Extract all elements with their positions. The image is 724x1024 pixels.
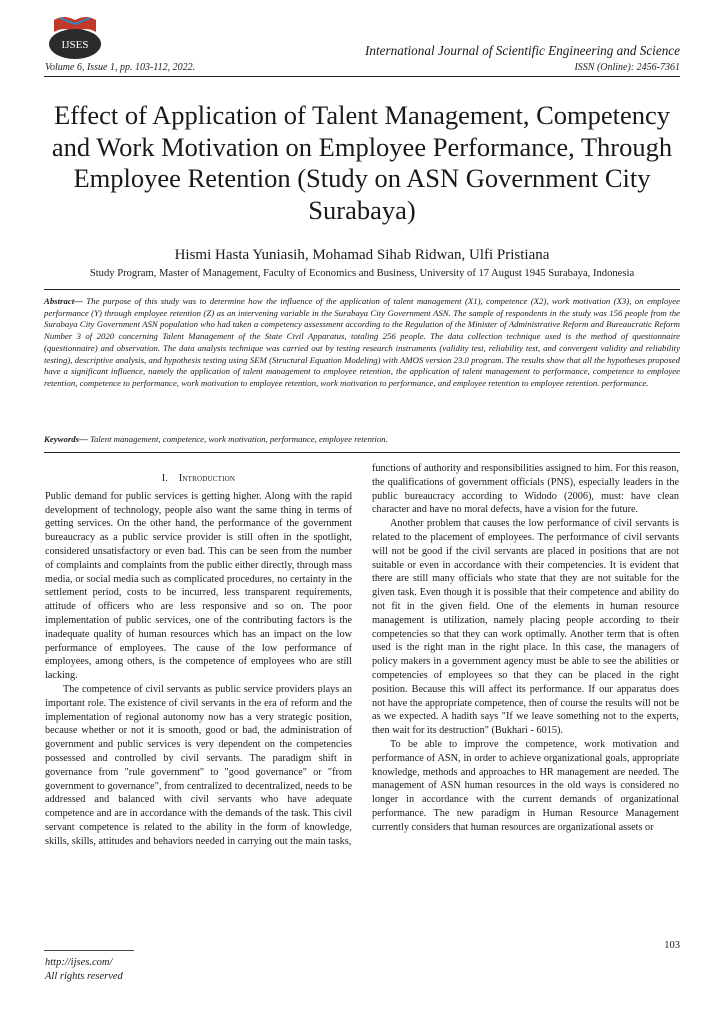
logo-text: IJSES — [61, 39, 89, 51]
issn-info: ISSN (Online): 2456-7361 — [574, 62, 680, 73]
section-title: Introduction — [178, 473, 236, 484]
section-heading — [45, 472, 352, 486]
abstract — [44, 296, 680, 390]
journal-logo — [40, 10, 110, 62]
keywords-label: Keywords— — [44, 434, 88, 444]
section-number: I. — [161, 473, 169, 484]
abstract-text: The purpose of this study was to determine how the influence of the application of talent management (X1), competence (X2), work motivation (X3), on employee performance (Y) through employee retention (Z) as an intervening variable in the Surabaya City Government ASN. The sample of respondents in the study was 156 people from the Surabaya City Government ASN population who had taken a competency assessment according to the Regulation of the Minister of Administrative Reform and Bureaucratic Reform Number 3 of 2020 concerning Talent Management of the State Civil Apparatus, totaling 256 people. The data collection technique used is the method of questionnaire (questionnaire) and observation. The data analysis technique was carried out by testing research instruments (validity test, reliability test, and convergent validity and reliability testing), descriptive analysis, and hypothesis testing using SEM (Structural Equation Modeling) with AMOS version 23.0 program. The results show that all the hypotheses proposed have a significant influence, namely the application of talent management to employee retention, the application of talent management to performance, competence to employee retention, competence to performance, work motivation to employee retention, work motivation to performance, and employee retention to employee retention. performance. — [44, 296, 680, 388]
footer-rights: All rights reserved — [45, 971, 123, 982]
body-paragraph: functions of authority and responsibilities assigned to him. For this reason, the qualifications of government officials (PNS), especially leaders in the public bureaucracy according to Widodo (2006), must: have clean character and have no moral defects, have a vision for the future. — [372, 463, 679, 516]
paper-authors: Hismi Hasta Yuniasih, Mohamad Sihab Ridwan, Ulfi Pristiana — [174, 247, 550, 263]
body-paragraph: Public demand for public services is getting higher. Along with the rapid development of technology, people also want the same thing in terms of getting services. On the other hand, the performance of the government bureaucracy as a public service provider is still often in the spotlight, considered unsatisfactory or even bad. This can be seen from the number of complaints and complaints from the public either directly, through mass media, or social media such as complicated procedures, no certainty in the settlement period, costs to be incurred, less transparent requirements, attitude of officers who are less responsive and so on. The poor implementation of public services, one of the contributing factors is the inadequate quality of human resources which has an impact on the low performance of employees. The cause of the low performance of employees, among others, is the competence of employees who are still lacking. — [45, 490, 352, 682]
volume-info: Volume 6, Issue 1, pp. 103-112, 2022. — [45, 62, 196, 73]
page-number: 103 — [664, 940, 680, 951]
keywords — [44, 434, 680, 446]
abstract-divider-bottom — [44, 452, 680, 453]
paper-title: Effect of Application of Talent Management, Competency and Work Motivation on Employee Performance, Through Employee Retention (Study on ASN Government City Surabaya) — [51, 100, 673, 225]
body-paragraph: To be able to improve the competence, work motivation and performance of ASN, in order to achieve organizational goals, appropriate knowledge, methods and approaches to HR management are needed. The management of ASN human resources in the old ways is considered no longer in accordance with the current demands of organizational performance. The new paradigm in Human Resource Management currently considers that human resources are organizational assets or — [372, 738, 679, 833]
abstract-label: Abstract— — [44, 296, 83, 306]
abstract-divider-top — [44, 289, 680, 290]
footer-divider — [44, 950, 134, 951]
keywords-text: Talent management, competence, work motivation, performance, employee retention. — [87, 434, 388, 444]
left-column — [45, 462, 352, 849]
journal-name: International Journal of Scientific Engineering and Science — [365, 43, 680, 58]
paper-affiliation: Study Program, Master of Management, Faculty of Economics and Business, University of 17 August 1945 Surabaya, Indonesia — [89, 268, 635, 279]
body-paragraph: Another problem that causes the low performance of civil servants is related to the placement of employees. The performance of civil servants will not be good if the civil servants are placed in positions that are not suitable or even in accordance with their competencies. It is evident that there are still many officials who state that they are not suitable for the given task. Even though it is possible that their competence and ability do not fit in the given field. One of the elements in human resource management is utilization, namely placing people according to their competencies so that they can work optimally. Another term that is often used is the right man in the right place. In this case, the managers of policy makers in a government agency must be able to see the abilities or competencies of employees so that they can be placed in the right position. Because this will affect its performance. If our apparatus does not have the appropriate competence, then of course the results will not be as we expected. A hadith says "If we leave something not to the experts, then wait for its destruction" (Bukhari - 6015). — [372, 518, 679, 737]
right-column — [372, 462, 679, 835]
body-paragraph: The competence of civil servants as public service providers plays an important role. The existence of civil servants in the era of reform and the implementation of regional autonomy now has a very strategic position, because whether or not it is smooth, good or bad, the administration of government and public services is very dependent on the competencies possessed and controlled by civil servants. The paradigm shift in governance from "rule government" to "good governance" or "from government to governance", from centralized to decentralized, needs to be addressed and balanced with civil servants who have adequate competence and are in accordance with the demands of the task. This civil servant competence is related to the ability in the form of knowledge, skills, skills, attitudes and behaviors needed in carrying out the main tasks, — [45, 683, 352, 847]
footer-url[interactable]: http://ijses.com/ — [45, 957, 113, 968]
header-divider — [44, 76, 680, 77]
